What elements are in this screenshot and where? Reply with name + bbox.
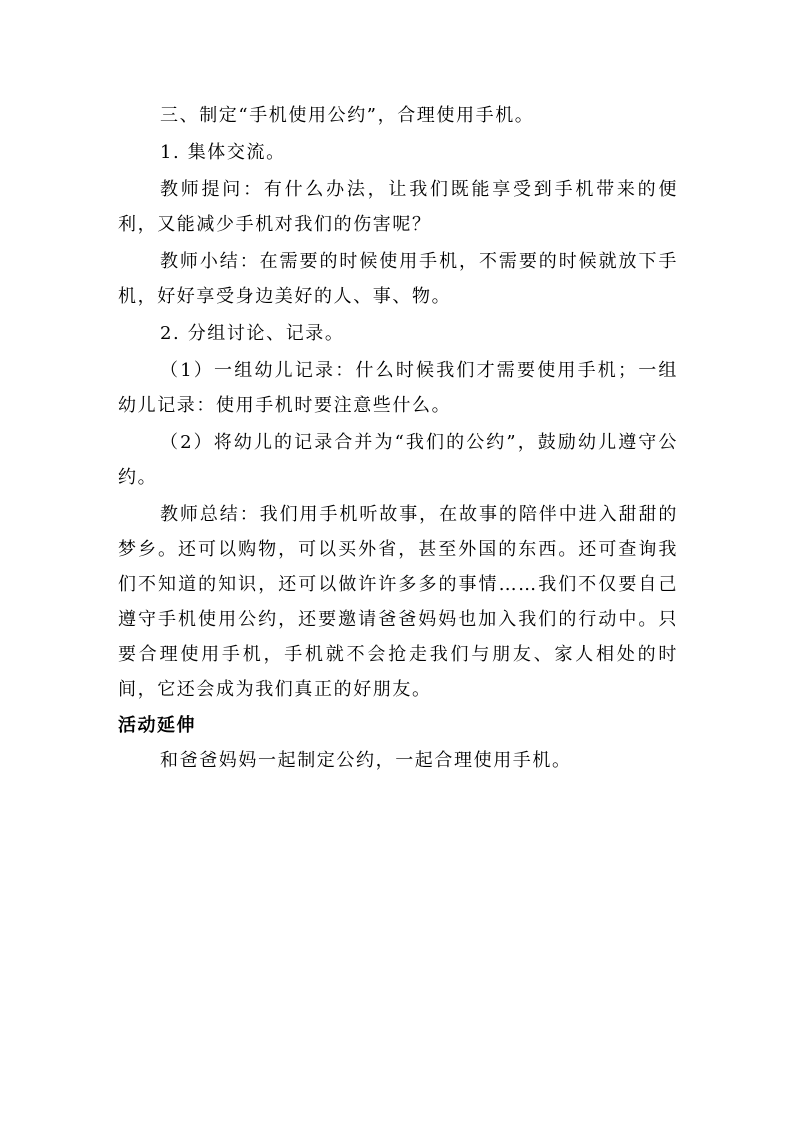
step-1-title: 1. 集体交流。: [160, 142, 286, 163]
step-2-item-1: （1）一组幼儿记录：什么时候我们才需要使用手机；一组幼儿记录：使用手机时要注意些什么。: [118, 360, 678, 416]
extension-heading: 活动延伸: [118, 715, 196, 736]
step-2-title: 2. 分组讨论、记录。: [160, 323, 345, 344]
teacher-summary: 教师小结：在需要的时候使用手机，不需要的时候就放下手机，好好享受身边美好的人、事、物。: [118, 251, 678, 307]
step-2-item-2: （2）将幼儿的记录合并为“我们的公约”，鼓励幼儿遵守公约。: [118, 432, 678, 488]
section-3-title: 三、制定“手机使用公约”，合理使用手机。: [160, 105, 535, 126]
extension-text: 和爸爸妈妈一起制定公约，一起合理使用手机。: [160, 750, 572, 771]
teacher-conclusion: 教师总结：我们用手机听故事，在故事的陪伴中进入甜甜的梦乡。还可以购物，可以买外省，甚至外国的东西。还可查询我们不知道的知识，还可以做许许多多的事情……我们不仅要自己遵守手机使用公约，还要邀请爸爸妈妈也加入我们的行动中。只要合理使用手机，手机就不会抢走我们与朋友、家人相处的时间，它还会成为我们真正的好朋友。: [118, 504, 678, 700]
teacher-question: 教师提问：有什么办法，让我们既能享受到手机带来的便利，又能减少手机对我们的伤害呢？: [118, 179, 678, 235]
document-body: [118, 98, 678, 780]
